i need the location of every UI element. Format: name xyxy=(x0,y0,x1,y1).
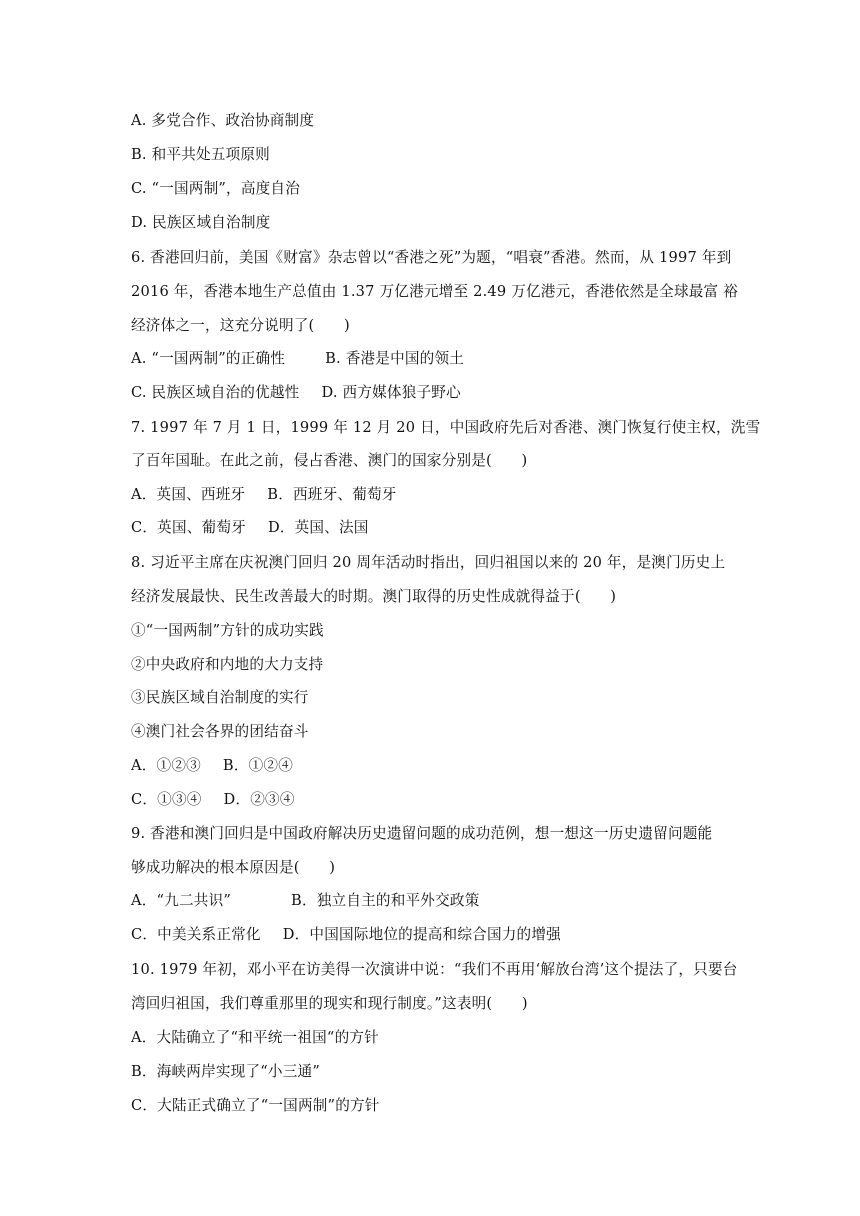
q8-options-row2 xyxy=(131,790,746,810)
q9-options-row1 xyxy=(131,891,746,911)
q9-option-a: A．“九二共识” xyxy=(131,892,232,909)
q6-option-d: D. 西方媒体狼子野心 xyxy=(321,384,461,401)
q9-options-row2 xyxy=(131,925,746,945)
q7-options-row1 xyxy=(131,485,746,505)
q9-stem-line1: 9. 香港和澳门回归是中国政府解决历史遗留问题的成功范例，想一想这一历史遗留问题能 xyxy=(131,825,713,842)
q7-stem-line2: 了百年国耻。在此之前，侵占香港、澳门的国家分别是( ) xyxy=(131,452,528,469)
q7-option-d: D．英国、法国 xyxy=(267,519,369,536)
q6-stem-line1: 6. 香港回归前，美国《财富》杂志曾以“香港之死”为题，“唱衰”香港。然而，从 1997 年到 xyxy=(131,249,732,266)
q8-item-4: ④澳门社会各界的团结奋斗 xyxy=(131,723,309,740)
q8-option-c: C．①③④ xyxy=(131,791,202,808)
q7-option-a: A．英国、西班牙 xyxy=(131,486,246,503)
q5-option-a: A. 多党合作、政治协商制度 xyxy=(131,112,315,129)
q7-options-row2 xyxy=(131,518,746,538)
q6-options-row1 xyxy=(131,349,746,369)
q8-options-row1 xyxy=(131,756,746,776)
q8-item-1: ①“一国两制”方针的成功实践 xyxy=(131,622,324,639)
q10-option-a: A．大陆确立了“和平统一祖国“的方针 xyxy=(131,1029,379,1046)
q9-stem-line2: 够成功解决的根本原因是( ) xyxy=(131,859,336,876)
q6-option-a: A. “一国两制”的正确性 xyxy=(131,350,286,367)
q8-option-a: A．①②③ xyxy=(131,757,201,774)
q6-options-row2 xyxy=(131,383,746,403)
q9-option-b: B．独立自主的和平外交政策 xyxy=(291,892,480,909)
q10-option-c: C．大陆正式确立了“一国两制”的方针 xyxy=(131,1097,380,1114)
q8-stem-line2: 经济发展最快、民生改善最大的时期。澳门取得的历史性成就得益于( ) xyxy=(131,588,617,605)
q8-item-3: ③民族区域自治制度的实行 xyxy=(131,689,309,706)
q8-option-d: D．②③④ xyxy=(223,791,295,808)
q6-stem-line2: 2016 年，香港本地生产总值由 1.37 万亿港元增至 2.49 万亿港元，香港依然是全球最富 裕 xyxy=(131,283,738,300)
q7-option-b: B．西班牙、葡萄牙 xyxy=(267,486,397,503)
q5-option-c: C. “一国两制”，高度自治 xyxy=(131,180,300,197)
q9-option-c: C．中美关系正常化 xyxy=(131,926,261,943)
q8-stem-line1: 8. 习近平主席在庆祝澳门回归 20 周年活动时指出，回归祖国以来的 20 年，是澳门历史上 xyxy=(131,554,726,571)
q9-option-d: D．中国国际地位的提高和综合国力的增强 xyxy=(282,926,561,943)
q5-option-d: D. 民族区域自治制度 xyxy=(131,214,271,231)
q10-stem-line2: 湾回归祖国，我们尊重那里的现实和现行制度。”这表明( ) xyxy=(131,995,528,1012)
q6-option-c: C. 民族区域自治的优越性 xyxy=(131,384,300,401)
q7-option-c: C．英国、葡萄牙 xyxy=(131,519,246,536)
q5-option-b: B. 和平共处五项原则 xyxy=(131,146,270,163)
q6-stem-line3: 经济体之一，这充分说明了( ) xyxy=(131,317,350,334)
q8-item-2: ②中央政府和内地的大力支持 xyxy=(131,656,324,673)
q6-option-b: B. 香港是中国的领土 xyxy=(325,350,465,367)
q7-stem-line1: 7. 1997 年 7 月 1 日，1999 年 12 月 20 日，中国政府先后对香港、澳门恢复行使主权，洗雪 xyxy=(131,419,761,436)
q8-option-b: B．①②④ xyxy=(222,757,294,774)
q10-stem-line1: 10. 1979 年初，邓小平在访美得一次演讲中说：“我们不再用‘解放台湾’这个提法了，只要台 xyxy=(131,961,738,978)
q10-option-b: B．海峡两岸实现了“小三通” xyxy=(131,1063,320,1080)
